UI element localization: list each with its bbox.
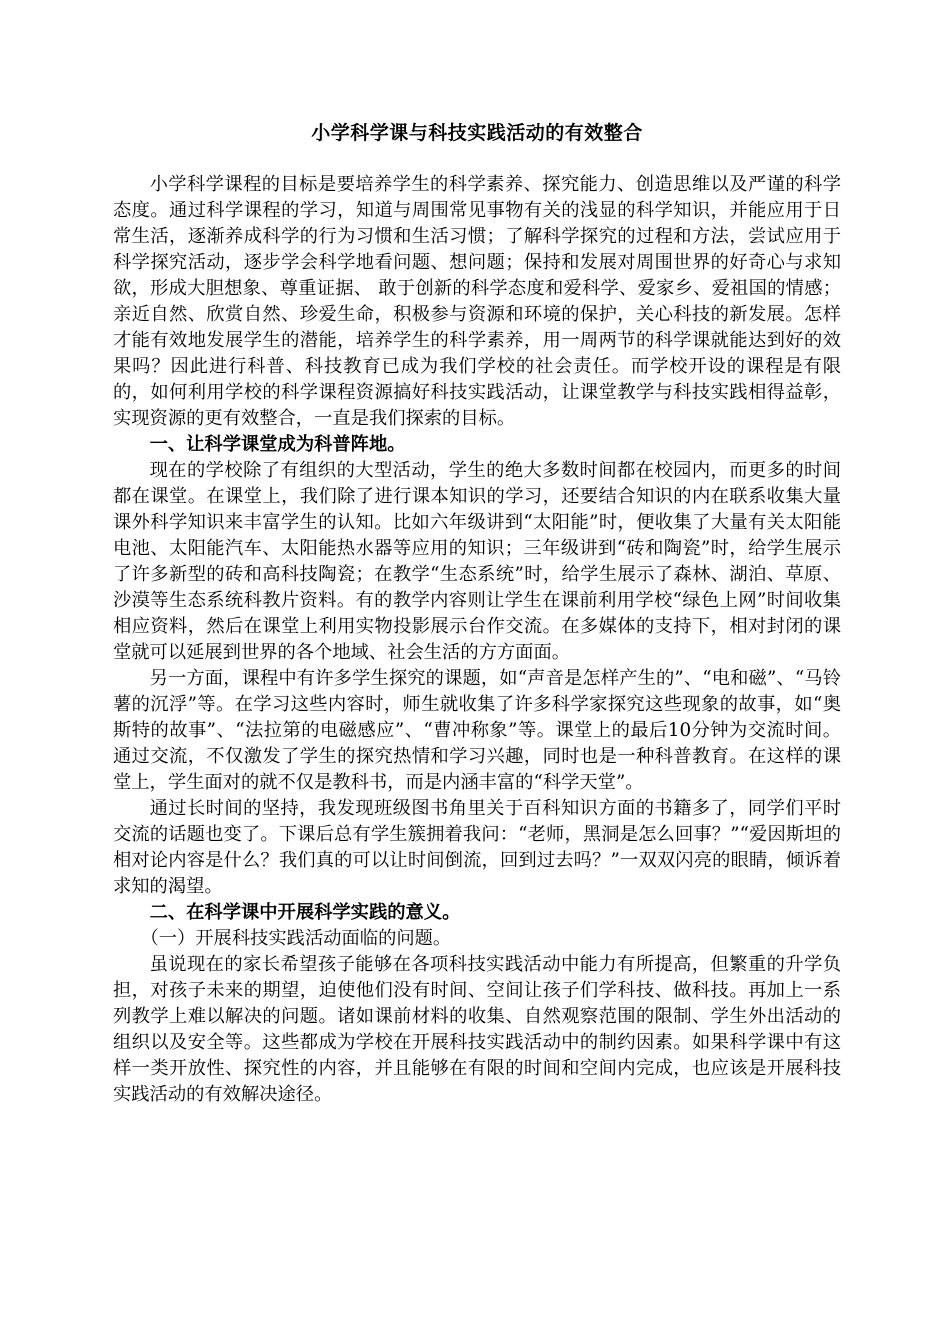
document-page [113, 118, 841, 1108]
section-2-paragraph-1: 虽说现在的家长希望孩子能够在各项科技实践活动中能力有所提高，但繁重的升学负担，对孩子未来的期望，迫使他们没有时间、空间让孩子们学科技、做科技。再加上一系列教学上难以解决的问题。诸如课前材料的收集、自然观察范围的限制、学生外出活动的组织以及安全等。这些都成为学校在开展科技实践活动中的制约因素。如果科学课中有这样一类开放性、探究性的内容，并且能够在有限的时间和空间内完成，也应该是开展科技实践活动的有效解决途径。 [113, 954, 841, 1105]
section-2-subheading: （一）开展科技实践活动面临的问题。 [140, 928, 452, 949]
document-title: 小学科学课与科技实践活动的有效整合 [311, 122, 643, 144]
section-1-heading: 一、让科学课堂成为科普阵地。 [149, 434, 406, 455]
section-1-paragraph-1: 现在的学校除了有组织的大型活动，学生的绝大多数时间都在校园内，而更多的时间都在课堂。在课堂上，我们除了进行课本知识的学习，还要结合知识的内在联系收集大量课外科学知识来丰富学生的认知。比如六年级讲到“太阳能”时，便收集了大量有关太阳能电池、太阳能汽车、太阳能热水器等应用的知识；三年级讲到“砖和陶瓷”时，给学生展示了许多新型的砖和高科技陶瓷；在教学“生态系统”时，给学生展示了森林、湖泊、草原、沙漠等生态系统科教片资料。有的教学内容则让学生在课前利用学校“绿色上网”时间收集相应资料，然后在课堂上利用实物投影展示台作交流。在多媒体的支持下，相对封闭的课堂就可以延展到世界的各个地域、社会生活的方方面面。 [113, 460, 841, 663]
section-2-heading: 二、在科学课中开展科学实践的意义。 [149, 902, 461, 923]
intro-paragraph: 小学科学课程的目标是要培养学生的科学素养、探究能力、创造思维以及严谨的科学态度。通过科学课程的学习，知道与周围常见事物有关的浅显的科学知识，并能应用于日常生活，逐渐养成科学的行为习惯和生活习惯；了解科学探究的过程和方法，尝试应用于科学探究活动，逐步学会科学地看问题、想问题；保持和发展对周围世界的好奇心与求知欲，形成大胆想象、尊重证据、 敢于创新的科学态度和爱科学、爱家乡、爱祖国的情感；亲近自然、欣赏自然、珍爱生命，积极参与资源和环境的保护，关心科技的新发展。怎样才能有效地发展学生的潜能，培养学生的科学素养，用一周两节的科学课就能达到好的效果吗？因此进行科普、科技教育已成为我们学校的社会责任。而学校开设的课程是有限的，如何利用学校的科学课程资源搞好科技实践活动，让课堂教学与科技实践相得益彰，实现资源的更有效整合，一直是我们探索的目标。 [113, 174, 841, 429]
section-1-paragraph-2: 另一方面，课程中有许多学生探究的课题，如“声音是怎样产生的”、“电和磁”、“马铃薯的沉浮”等。在学习这些内容时，师生就收集了许多科学家探究这些现象的故事，如“奥斯特的故事”、“法拉第的电磁感应”、“曹冲称象”等。课堂上的最后10分钟为交流时间。通过交流，不仅激发了学生的探究热情和学习兴趣，同时也是一种科普教育。在这样的课堂上，学生面对的就不仅是教科书，而是内涵丰富的“科学天堂”。 [113, 668, 841, 793]
section-1-paragraph-3: 通过长时间的坚持，我发现班级图书角里关于百科知识方面的书籍多了，同学们平时交流的话题也变了。下课后总有学生簇拥着我问：“老师，黑洞是怎么回事？”“爱因斯坦的相对论内容是什么？我们真的可以让时间倒流，回到过去吗？”一双双闪亮的眼睛，倾诉着求知的渴望。 [113, 798, 841, 897]
